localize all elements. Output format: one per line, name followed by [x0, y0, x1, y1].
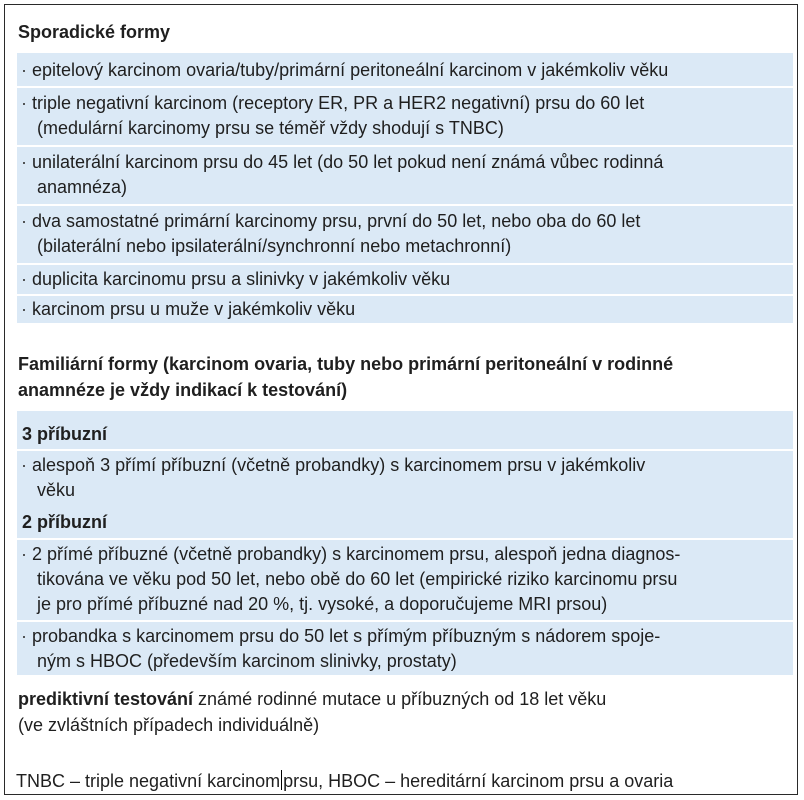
bullet-icon: ·: [21, 152, 27, 172]
sporadic-item: · triple negativní karcinom (receptory ER, PR a HER2 negativní) prsu do 60 let: [21, 93, 645, 113]
sporadic-item: · dva samostatné primární karcinomy prsu, první do 50 let, nebo oba do 60 let: [21, 211, 641, 231]
predictive-line2: (ve zvláštních případech individuálně): [18, 715, 320, 735]
familial-title-line2: anamnéze je vždy indikací k testování): [18, 380, 348, 400]
bullet-icon: ·: [21, 60, 27, 80]
bullet-icon: ·: [21, 544, 27, 564]
bullet-icon: ·: [21, 211, 27, 231]
group2-title: 2 příbuzní: [22, 512, 107, 532]
bullet-icon: ·: [21, 626, 27, 646]
sporadic-item: · unilaterální karcinom prsu do 45 let (do 50 let pokud není známá vůbec rodinná: [21, 152, 664, 172]
sporadic-item: · karcinom prsu u muže v jakémkoliv věku: [21, 299, 356, 319]
sporadic-title: Sporadické formy: [18, 22, 171, 42]
sporadic-item: · duplicita karcinomu prsu a slinivky v jakémkoliv věku: [21, 269, 451, 289]
text-cursor: [281, 770, 282, 790]
familial-list: [17, 411, 793, 675]
sporadic-item-cont: (bilaterální nebo ipsilaterální/synchronní nebo metachronní): [37, 236, 512, 256]
bullet-icon: ·: [21, 455, 27, 475]
group3-item-cont: věku: [37, 480, 76, 500]
sporadic-list: [17, 53, 793, 323]
group3-item: · alespoň 3 přímí příbuzní (včetně probandky) s karcinomem prsu v jakémkoliv: [21, 455, 646, 475]
criteria-table: [4, 4, 798, 795]
sporadic-item-cont: (medulární karcinomy prsu se téměř vždy shodují s TNBC): [37, 118, 504, 138]
group2-item: · probandka s karcinomem prsu do 50 let s přímým příbuzným s nádorem spoje-: [21, 626, 661, 646]
bullet-icon: ·: [21, 93, 27, 113]
footnote: TNBC – triple negativní karcinom prsu, HBOC – hereditární karcinom prsu a ovaria: [16, 771, 674, 791]
sporadic-item-cont: anamnéza): [37, 177, 128, 197]
group2-item-cont: ným s HBOC (především karcinom slinivky, prostaty): [37, 651, 457, 671]
sporadic-item: · epitelový karcinom ovaria/tuby/primární peritoneální karcinom v jakémkoliv věku: [21, 60, 669, 80]
bullet-icon: ·: [21, 299, 27, 319]
predictive-line1: prediktivní testování známé rodinné mutace u příbuzných od 18 let věku: [18, 689, 607, 709]
group2-item-cont: je pro přímé příbuzné nad 20 %, tj. vysoké, a doporučujeme MRI prsou): [37, 594, 608, 614]
group2-item-cont: tikována ve věku pod 50 let, nebo obě do 60 let (empirické riziko karcinomu prsu: [37, 569, 678, 589]
group3-title: 3 příbuzní: [22, 424, 107, 444]
group2-item: · 2 přímé příbuzné (včetně probandky) s karcinomem prsu, alespoň jedna diagnos-: [21, 544, 681, 564]
bullet-icon: ·: [21, 269, 27, 289]
familial-title-line1: Familiární formy (karcinom ovaria, tuby nebo primární peritoneální v rodinné: [18, 354, 674, 374]
